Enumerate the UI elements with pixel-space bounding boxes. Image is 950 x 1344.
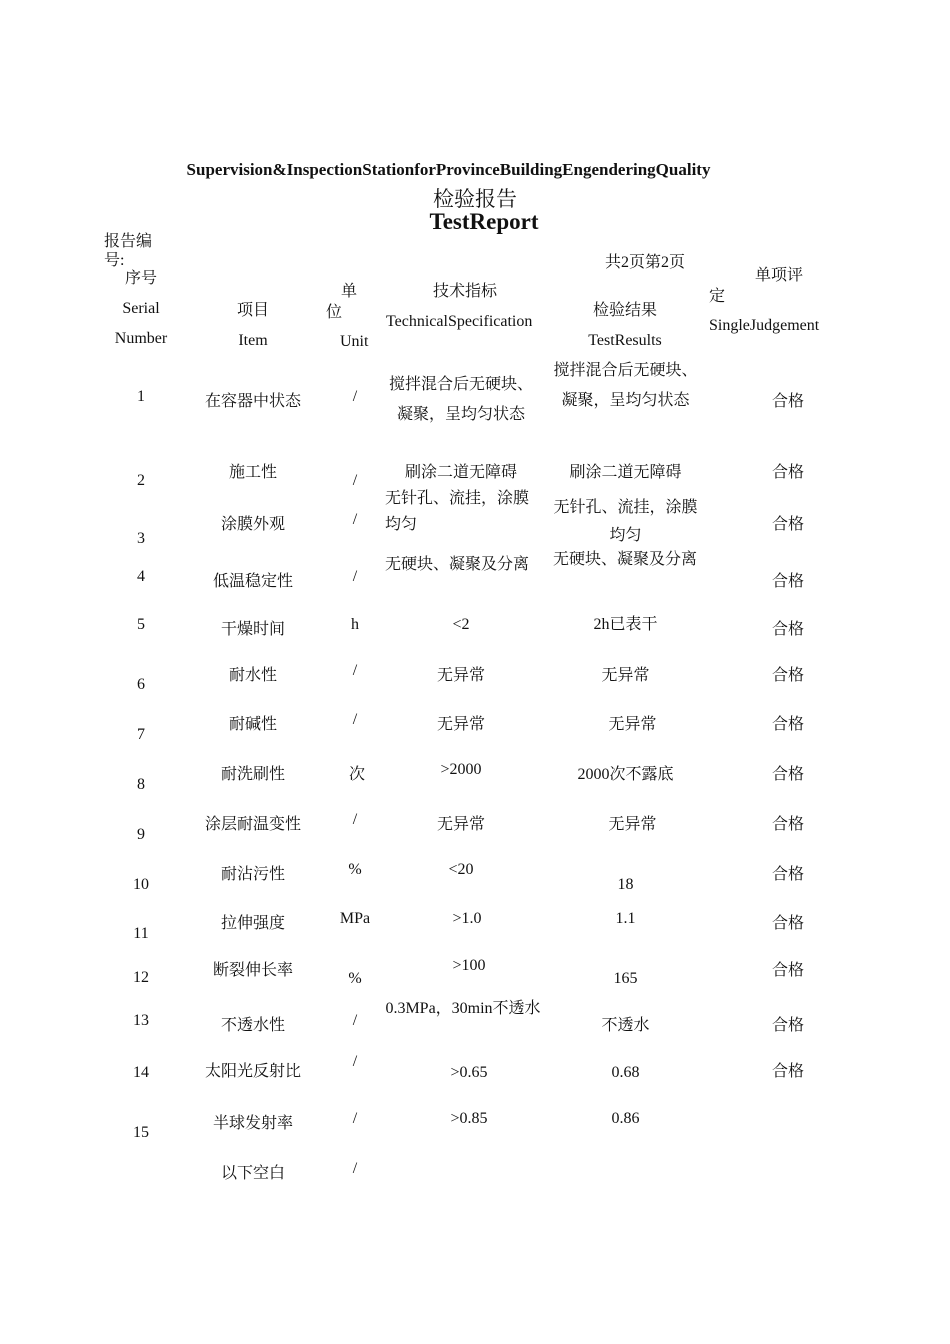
row-unit: / xyxy=(352,1110,358,1127)
row-item: 耐沾污性 xyxy=(220,866,285,883)
row-serial: 15 xyxy=(133,1124,149,1141)
row-judgement: 合格 xyxy=(771,866,804,883)
row-result: 0.86 xyxy=(611,1110,640,1127)
row-unit: / xyxy=(352,472,358,489)
row-judgement: 合格 xyxy=(771,962,804,979)
col-header-judgement-cn2: 定 xyxy=(709,288,726,305)
col-header-unit-cn1: 单 xyxy=(341,283,358,300)
row-unit: / xyxy=(352,1053,358,1070)
row-spec: 无异常 xyxy=(436,716,485,733)
row-spec: 无异常 xyxy=(436,816,485,833)
col-header-item-en: Item xyxy=(238,332,268,349)
col-header-serial-en1: Serial xyxy=(122,300,160,317)
row-item: 在容器中状态 xyxy=(204,393,301,410)
col-header-serial-cn: 序号 xyxy=(124,270,157,287)
report-number-label: 报告编号: xyxy=(104,233,153,269)
row-result: 18 xyxy=(617,876,634,893)
row-unit: / xyxy=(352,1160,358,1177)
row-result: 刷涂二道无障碍 xyxy=(569,464,682,481)
row-serial: 6 xyxy=(137,676,145,693)
row-serial: 4 xyxy=(137,568,145,585)
row-spec: >0.85 xyxy=(450,1110,488,1127)
row-result: 0.68 xyxy=(611,1064,640,1081)
row-result: 不透水 xyxy=(601,1017,650,1034)
col-header-item-cn: 项目 xyxy=(236,302,269,319)
row-judgement: 合格 xyxy=(771,573,804,590)
row-item: 以下空白 xyxy=(220,1165,285,1182)
row-spec: >100 xyxy=(452,957,486,974)
col-header-judgement-cn1: 单项评 xyxy=(755,267,804,284)
row-spec: <20 xyxy=(448,861,474,878)
col-header-result xyxy=(550,296,700,356)
col-header-judgement xyxy=(709,265,829,351)
row-unit: / xyxy=(352,388,358,405)
row-unit: % xyxy=(348,861,362,878)
row-spec: 0.3MPa，30min不透水 xyxy=(385,1000,541,1017)
row-spec: >0.65 xyxy=(450,1064,488,1081)
row-item: 涂膜外观 xyxy=(220,516,285,533)
row-spec: 搅拌混合后无硬块、凝聚，呈均匀状态 xyxy=(388,376,533,423)
row-spec: 无异常 xyxy=(436,667,485,684)
row-serial: 8 xyxy=(137,776,145,793)
row-unit: 次 xyxy=(348,766,365,783)
row-result: 1.1 xyxy=(615,910,636,927)
row-unit: MPa xyxy=(339,910,371,927)
row-unit: / xyxy=(352,511,358,528)
row-item: 干燥时间 xyxy=(220,621,285,638)
row-unit: / xyxy=(352,1012,358,1029)
row-judgement: 合格 xyxy=(771,667,804,684)
row-judgement: 合格 xyxy=(771,915,804,932)
row-item: 太阳光反射比 xyxy=(204,1063,301,1080)
page-info: 共2页第2页 xyxy=(605,254,686,271)
row-item: 不透水性 xyxy=(220,1017,285,1034)
row-serial: 12 xyxy=(133,969,149,986)
col-header-unit-cn2: 位 xyxy=(326,304,343,321)
row-spec: 无针孔、流挂，涂膜均匀 xyxy=(385,490,530,533)
col-header-serial xyxy=(100,264,182,354)
row-spec: <2 xyxy=(452,616,470,633)
row-item: 拉伸强度 xyxy=(220,915,285,932)
row-judgement: 合格 xyxy=(771,393,804,410)
row-spec: 无硬块、凝聚及分离 xyxy=(385,556,530,573)
row-item: 断裂伸长率 xyxy=(212,962,293,979)
row-item: 涂层耐温变性 xyxy=(204,816,301,833)
row-serial: 3 xyxy=(137,530,145,547)
row-judgement: 合格 xyxy=(771,1017,804,1034)
row-result: 无异常 xyxy=(601,667,650,684)
row-serial: 11 xyxy=(133,925,149,942)
row-item: 半球发射率 xyxy=(212,1115,293,1132)
row-result: 无异常 xyxy=(608,716,657,733)
report-title-en: TestReport xyxy=(429,209,539,234)
row-result: 搅拌混合后无硬块、凝聚，呈均匀状态 xyxy=(553,362,698,409)
col-header-result-cn: 检验结果 xyxy=(592,302,657,319)
row-spec: >2000 xyxy=(440,761,482,778)
row-item: 耐洗刷性 xyxy=(220,766,285,783)
row-unit: / xyxy=(352,711,358,728)
row-serial: 2 xyxy=(137,472,145,489)
row-item: 耐碱性 xyxy=(228,716,277,733)
row-result: 无硬块、凝聚及分离 xyxy=(553,551,698,568)
row-result: 无异常 xyxy=(608,816,657,833)
row-judgement: 合格 xyxy=(771,716,804,733)
station-name: Supervision&InspectionStationforProvinceBuildingEngenderingQuality xyxy=(186,160,711,179)
col-header-spec-en: TechnicalSpecification xyxy=(386,313,533,330)
col-header-item xyxy=(203,296,303,356)
row-serial: 1 xyxy=(137,388,145,405)
row-item: 施工性 xyxy=(228,464,277,481)
row-unit: % xyxy=(348,970,362,987)
col-header-result-en: TestResults xyxy=(588,332,662,349)
report-title-cn: 检验报告 xyxy=(433,187,517,211)
row-serial: 7 xyxy=(137,726,145,743)
row-serial: 9 xyxy=(137,826,145,843)
row-judgement: 合格 xyxy=(771,766,804,783)
row-judgement: 合格 xyxy=(771,1063,804,1080)
row-serial: 10 xyxy=(133,876,149,893)
col-header-unit-en: Unit xyxy=(340,333,369,350)
row-result: 2000次不露底 xyxy=(577,766,674,783)
row-result: 无针孔、流挂，涂膜均匀 xyxy=(553,499,698,544)
row-item: 耐水性 xyxy=(228,667,277,684)
row-unit: h xyxy=(351,616,359,633)
col-header-unit xyxy=(326,281,368,352)
row-result: 165 xyxy=(613,970,638,987)
col-header-judgement-en: SingleJudgement xyxy=(709,317,820,334)
col-header-spec xyxy=(386,277,544,333)
row-judgement: 合格 xyxy=(771,464,804,481)
row-result: 2h已表干 xyxy=(593,616,658,633)
row-unit: / xyxy=(352,662,358,679)
row-serial: 13 xyxy=(133,1012,149,1029)
row-serial: 14 xyxy=(133,1064,149,1081)
row-judgement: 合格 xyxy=(771,516,804,533)
col-header-serial-en2: Number xyxy=(114,330,168,347)
row-unit: / xyxy=(352,568,358,585)
row-judgement: 合格 xyxy=(771,621,804,638)
col-header-spec-cn: 技术指标 xyxy=(432,283,497,300)
row-unit: / xyxy=(352,811,358,828)
row-spec: 刷涂二道无障碍 xyxy=(404,464,517,481)
row-serial: 5 xyxy=(137,616,145,633)
row-item: 低温稳定性 xyxy=(212,573,293,590)
row-judgement: 合格 xyxy=(771,816,804,833)
row-spec: >1.0 xyxy=(452,910,482,927)
